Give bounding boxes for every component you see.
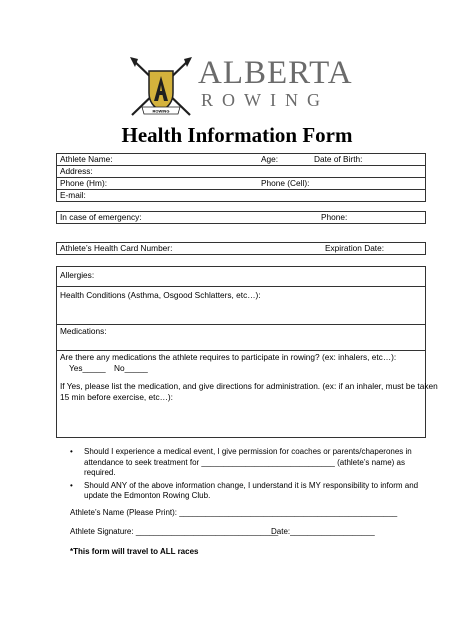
consent-bullet-updates [70,481,420,502]
if-yes-instructions-line2[interactable]: 15 min before exercise, etc…): [60,392,173,402]
bullet-marker: • [70,447,73,456]
bullet-line: Should I experience a medical event, I give permission for coaches or parents/chaperones in [84,447,412,456]
athlete-signature-line[interactable]: Athlete Signature: ________________________________ [70,527,279,536]
medication-question-text: Are there any medications the athlete requires to participate in rowing? (ex: inhalers, etc…): [60,352,397,362]
age-field[interactable]: Age: [261,154,279,164]
athlete-printed-name-line[interactable]: Athlete’s Name (Please Print): _________________________________________________ [70,508,398,517]
expiration-date-field[interactable]: Expiration Date: [325,243,385,253]
travel-note: *This form will travel to ALL races [70,547,199,556]
home-phone-field[interactable]: Phone (Hm): [60,178,108,188]
conditions-section [57,286,425,325]
crest-icon [128,55,194,121]
logo-word-rowing: ROWING [201,90,329,110]
yes-option[interactable]: Yes_____ [69,363,106,373]
emergency-contact-box [56,211,426,224]
health-card-box [56,242,426,255]
consent-bullet-treatment [70,447,420,479]
medications-field[interactable]: Medications: [60,326,107,336]
address-row [57,165,425,177]
bullet-line: Should ANY of the above information change, I understand it is MY responsibility to inform and [84,480,419,490]
allergies-section [57,267,425,287]
emergency-phone-field[interactable]: Phone: [321,212,348,222]
emergency-contact-field[interactable]: In case of emergency: [60,212,142,222]
logo-word-alberta: ALBERTA [198,55,353,91]
email-field[interactable]: E-mail: [60,190,86,200]
signature-date-line[interactable]: Date:___________________ [271,527,375,536]
medication-question-section [57,350,438,438]
athlete-name-field[interactable]: Athlete Name: [60,154,113,164]
email-row [57,189,425,201]
bullet-marker: • [70,480,73,490]
medical-info-box [56,266,438,438]
phone-row [57,177,425,189]
page-title: Health Information Form [121,123,353,147]
crest-banner-text: ROWING [152,108,170,114]
athlete-name-row [57,154,425,165]
allergies-field[interactable]: Allergies: [60,270,95,280]
alberta-rowing-logo [128,55,353,121]
if-yes-instructions-line1: If Yes, please list the medication, and give directions for administration. (ex: if an inhaler, must be taken [60,381,438,391]
athlete-info-table [56,153,426,202]
health-card-number-field[interactable]: Athlete’s Health Card Number: [60,243,173,253]
bullet-line: update the Edmonton Rowing Club. [84,491,211,500]
date-of-birth-field[interactable]: Date of Birth: [314,154,363,164]
no-option[interactable]: No_____ [114,363,148,373]
bullet-line[interactable]: attendance to seek treatment for ______________________________ (athlete’s name) as [84,457,405,467]
address-field[interactable]: Address: [60,166,93,176]
health-conditions-field[interactable]: Health Conditions (Asthma, Osgood Schlatters, etc…): [60,290,261,300]
bullet-line: required. [84,468,116,477]
cell-phone-field[interactable]: Phone (Cell): [261,178,310,188]
medications-section [57,324,425,351]
consent-bullets [70,447,420,504]
